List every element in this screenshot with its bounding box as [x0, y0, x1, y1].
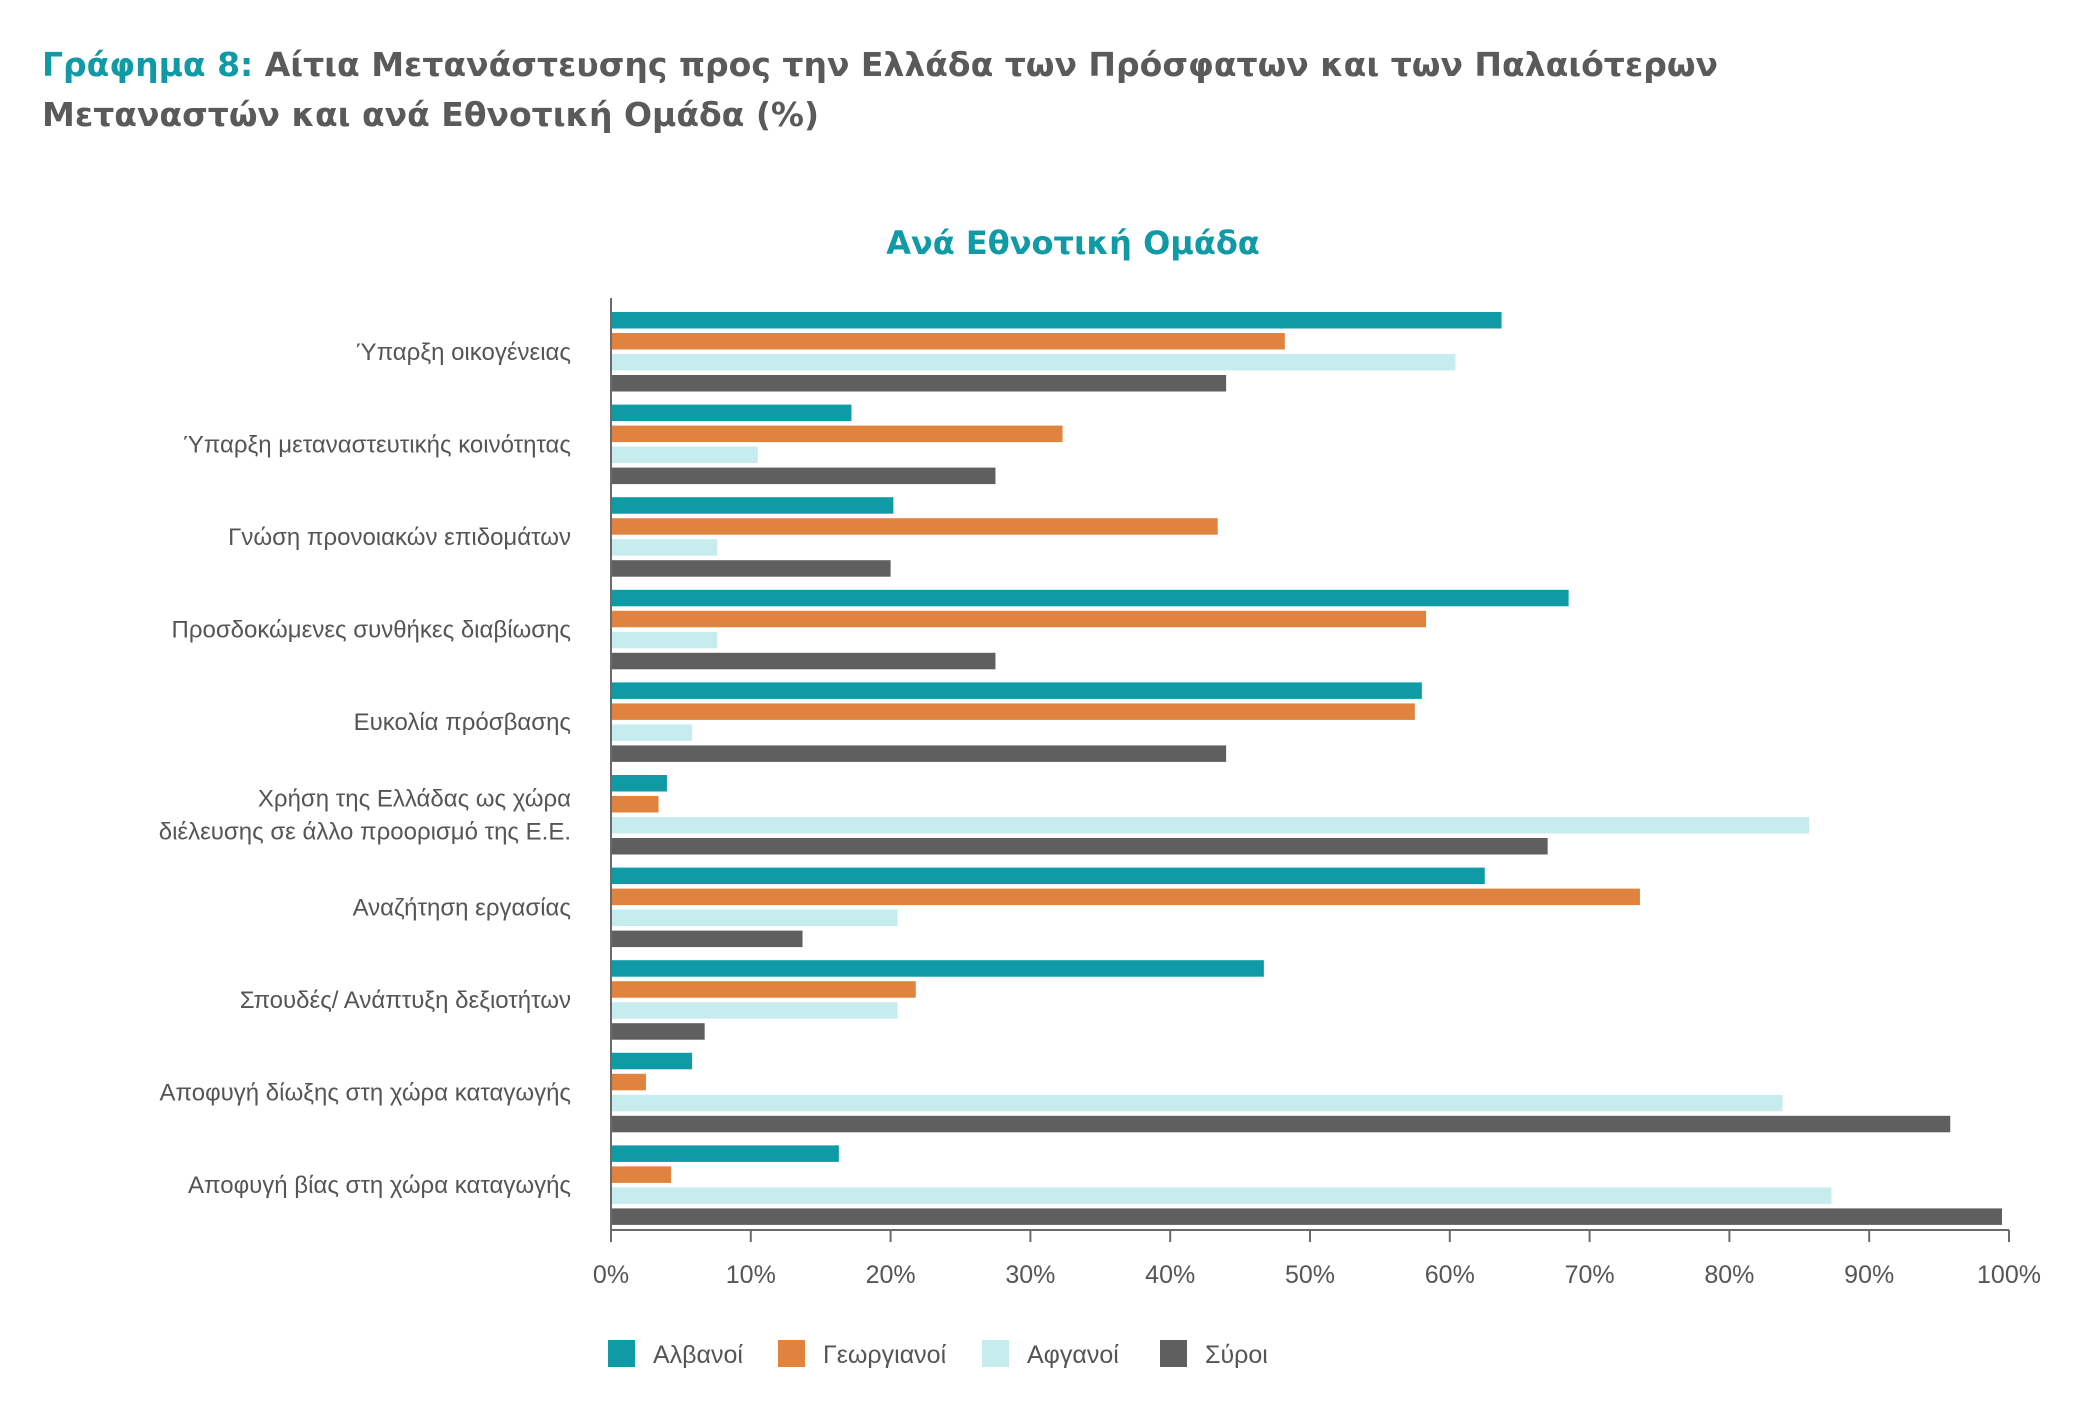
bar-0-1	[611, 333, 1285, 350]
bar-7-0	[611, 960, 1264, 977]
x-tick-label: 100%	[1977, 1261, 2041, 1289]
legend-swatch-2	[982, 1340, 1009, 1367]
legend	[608, 1340, 1268, 1369]
bar-9-1	[611, 1166, 671, 1183]
bar-9-2	[611, 1187, 1831, 1204]
bar-5-0	[611, 775, 667, 792]
category-label: Ευκολία πρόσβασης	[353, 709, 571, 737]
bar-3-1	[611, 611, 1426, 628]
bar-9-3	[611, 1208, 2002, 1225]
bar-8-1	[611, 1074, 646, 1091]
legend-label-3: Σύροι	[1205, 1341, 1268, 1369]
bar-8-3	[611, 1116, 1950, 1133]
bar-2-3	[611, 560, 891, 577]
bar-6-2	[611, 910, 898, 927]
category-label: Αποφυγή βίας στη χώρα καταγωγής	[188, 1172, 571, 1200]
x-tick-label: 60%	[1424, 1261, 1475, 1289]
bar-1-0	[611, 405, 851, 422]
bar-1-3	[611, 468, 995, 485]
chart-title: Ανά Εθνοτική Ομάδα	[886, 224, 1260, 262]
chart-heading-text-1: Αίτια Μετανάστευσης προς την Ελλάδα των Πρόσφατων και των Παλαιότερων	[253, 45, 1718, 84]
legend-label-1: Γεωργιανοί	[823, 1341, 947, 1369]
bar-4-1	[611, 703, 1415, 720]
legend-swatch-1	[778, 1340, 805, 1367]
bar-6-1	[611, 889, 1640, 906]
bar-3-2	[611, 632, 717, 649]
category-label: Ύπαρξη οικογένειας	[356, 338, 571, 366]
bars-layer	[611, 312, 2002, 1225]
bar-6-3	[611, 931, 803, 948]
bar-8-0	[611, 1053, 692, 1070]
category-label: Γνώση προνοιακών επιδομάτων	[228, 523, 571, 551]
bar-7-3	[611, 1023, 705, 1039]
legend-label-0: Αλβανοί	[653, 1341, 743, 1369]
x-tick-label: 30%	[1005, 1261, 1056, 1289]
bar-1-1	[611, 426, 1063, 443]
bar-3-0	[611, 590, 1569, 607]
x-tick-label: 90%	[1844, 1261, 1895, 1289]
x-axis-ticks	[593, 1230, 2041, 1289]
bar-7-2	[611, 1002, 898, 1019]
bar-4-0	[611, 682, 1422, 699]
bar-2-1	[611, 518, 1218, 535]
category-label: Αποφυγή δίωξης στη χώρα καταγωγής	[159, 1079, 571, 1107]
category-label: Προσδοκώμενες συνθήκες διαβίωσης	[171, 616, 571, 644]
x-tick-label: 80%	[1704, 1261, 1755, 1289]
bar-3-3	[611, 653, 995, 670]
legend-swatch-3	[1160, 1340, 1187, 1367]
category-label: Ύπαρξη μεταναστευτικής κοινότητας	[183, 431, 571, 459]
figure-number: Γράφημα 8:	[42, 45, 254, 84]
x-tick-label: 0%	[592, 1261, 630, 1289]
category-label: Σπουδές/ Ανάπτυξη δεξιοτήτων	[239, 986, 571, 1014]
chart-heading-line-2: Μεταναστών και ανά Εθνοτική Ομάδα (%)	[42, 95, 820, 134]
bar-0-3	[611, 375, 1226, 392]
category-label: Αναζήτηση εργασίας	[352, 894, 571, 922]
x-tick-label: 40%	[1145, 1261, 1196, 1289]
bar-5-3	[611, 838, 1548, 855]
category-labels	[159, 339, 571, 1199]
legend-swatch-0	[608, 1340, 635, 1367]
x-tick-label: 20%	[865, 1261, 916, 1289]
bar-2-0	[611, 497, 893, 514]
bar-4-2	[611, 724, 692, 741]
x-tick-label: 70%	[1564, 1261, 1615, 1289]
bar-5-2	[611, 817, 1809, 834]
bar-8-2	[611, 1095, 1783, 1112]
category-label: Χρήση της Ελλάδας ως χώρα	[257, 785, 571, 813]
bar-2-2	[611, 539, 717, 556]
legend-label-2: Αφγανοί	[1027, 1341, 1119, 1369]
bar-6-0	[611, 868, 1485, 885]
bar-9-0	[611, 1145, 839, 1162]
x-tick-label: 50%	[1284, 1261, 1336, 1289]
bar-7-1	[611, 981, 916, 998]
bar-0-0	[611, 312, 1502, 329]
x-tick-label: 10%	[725, 1261, 776, 1289]
bar-0-2	[611, 354, 1455, 371]
category-label: διέλευσης σε άλλο προορισμό της Ε.Ε.	[158, 818, 571, 846]
bar-1-2	[611, 447, 758, 464]
bar-4-3	[611, 745, 1226, 762]
bar-5-1	[611, 796, 659, 813]
